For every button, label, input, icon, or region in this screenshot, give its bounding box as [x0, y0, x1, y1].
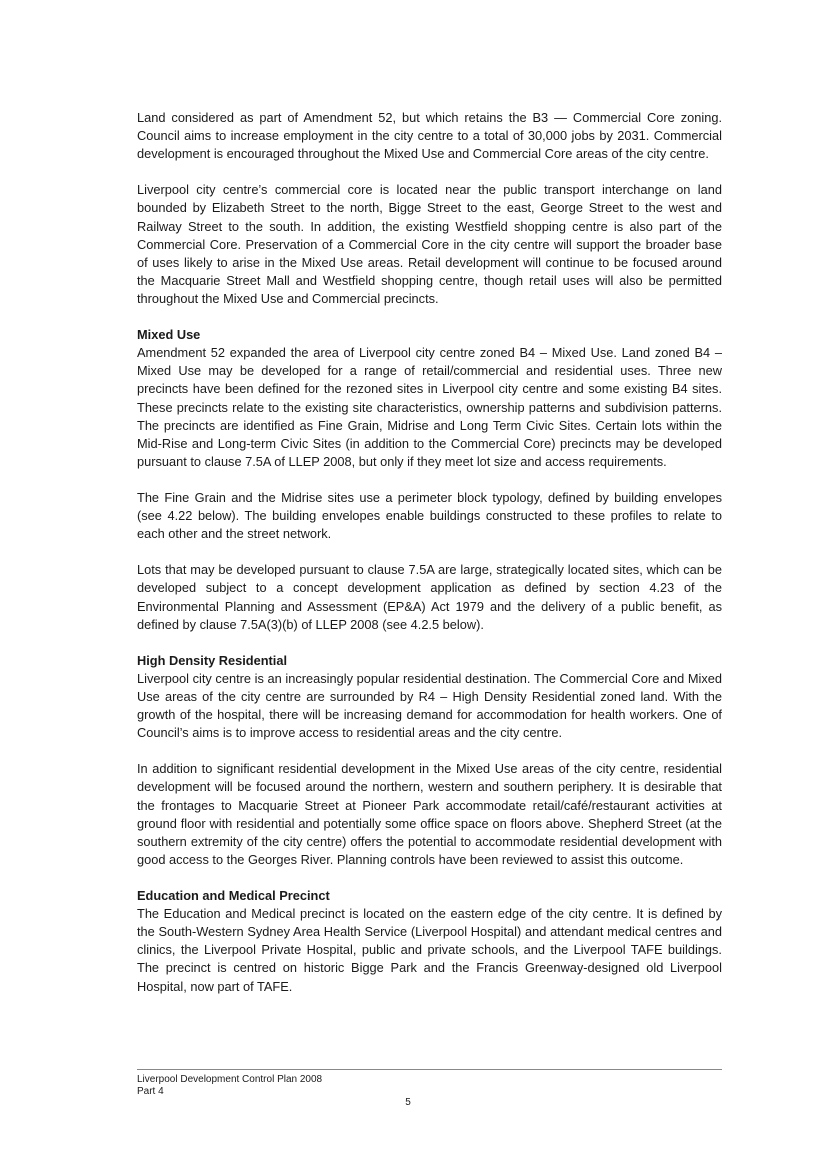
- paragraph-education-medical: The Education and Medical precinct is located on the eastern edge of the city centre. It is defined by the South-Western Sydney Area Health Service (Liverpool Hospital) and attendant medical centres and clinics, the Liverpool Private Hospital, public and private schools, and the Liverpool TAFE buildings. The precinct is centred on historic Bigge Park and the Francis Greenway-designed old Liverpool Hospital, now part of TAFE.: [137, 906, 722, 994]
- paragraph-high-density-destination: Liverpool city centre is an increasingly popular residential destination. The Commercial Core and Mixed Use areas of the city centre are surrounded by R4 – High Density Residential zoned land. With the growth of the hospital, there will be increasing demand for accommodation for health workers. One of Council’s aims is to improve access to residential areas and the city centre.: [137, 670, 722, 741]
- heading-high-density-residential: High Density Residential: [137, 652, 288, 668]
- paragraph-mixed-use-clause-7-5a: Lots that may be developed pursuant to clause 7.5A are large, strategically located sites, which can be developed subject to a concept development application as defined by section 4.23 of the Environmental Planning and Assessment (EP&A) Act 1979 and the delivery of a public benefit, as defined by clause 7.5A(3)(b) of LLEP 2008 (see 4.2.5 below).: [137, 562, 722, 632]
- paragraph-commercial-core-zoning: Land considered as part of Amendment 52, but which retains the B3 — Commercial Core zoning. Council aims to increase employment in the city centre to a total of 30,000 jobs by 2031. Commercial development is encouraged throughout the Mixed Use and Commercial Core areas of the city centre.: [137, 110, 722, 162]
- heading-mixed-use: Mixed Use: [137, 327, 201, 343]
- paragraph-commercial-core-location: Liverpool city centre’s commercial core is located near the public transport interchange on land bounded by Elizabeth Street to the north, Bigge Street to the east, George Street to the west and Railway Street to the south. In addition, the existing Westfield shopping centre is also part of the Commercial Core. Preservation of a Commercial Core in the city centre will support the broader base of uses likely to arise in the Mixed Use areas. Retail development will continue to be focused around the Macquarie Street Mall and Westfield shopping centre, though retail uses will also be permitted throughout the Mixed Use and Commercial precincts.: [137, 182, 722, 306]
- paragraph-mixed-use-envelopes: The Fine Grain and the Midrise sites use a perimeter block typology, defined by building envelopes (see 4.22 below). The building envelopes enable buildings constructed to these profiles to relate to each other and the street network.: [137, 489, 722, 542]
- heading-education-medical-precinct: Education and Medical Precinct: [137, 888, 330, 904]
- paragraph-high-density-periphery: In addition to significant residential development in the Mixed Use areas of the city centre, residential development will be focused around the northern, western and southern periphery. It is desirable that the frontages to Macquarie Street at Pioneer Park accommodate retail/café/restaurant activities at ground floor with residential and potentially some office space on floors above. Shepherd Street (at the southern extremity of the city centre) offers the potential to accommodate residential development with good access to the Georges River. Planning controls have been reviewed to assist this outcome.: [137, 761, 722, 867]
- footer-part-label: Part 4: [137, 1086, 164, 1097]
- paragraph-mixed-use-amendment: Amendment 52 expanded the area of Liverpool city centre zoned B4 – Mixed Use. Land zoned B4 – Mixed Use may be developed for a range of retail/commercial and residential uses. Three new precincts have been defined for the rezoned sites in Liverpool city centre and some existing B4 sites. These precincts relate to the existing site characteristics, ownership patterns and subdivision patterns. The precincts are identified as Fine Grain, Midrise and Long Term Civic Sites. Certain lots within the Mid-Rise and Long-term Civic Sites (in addition to the Commercial Core) precincts may be developed pursuant to clause 7.5A of LLEP 2008, but only if they meet lot size and access requirements.: [137, 345, 722, 469]
- body-text: [137, 109, 722, 996]
- footer-divider: [137, 1069, 722, 1070]
- page-number: 5: [405, 1097, 411, 1108]
- footer-document-title: Liverpool Development Control Plan 2008: [137, 1074, 323, 1085]
